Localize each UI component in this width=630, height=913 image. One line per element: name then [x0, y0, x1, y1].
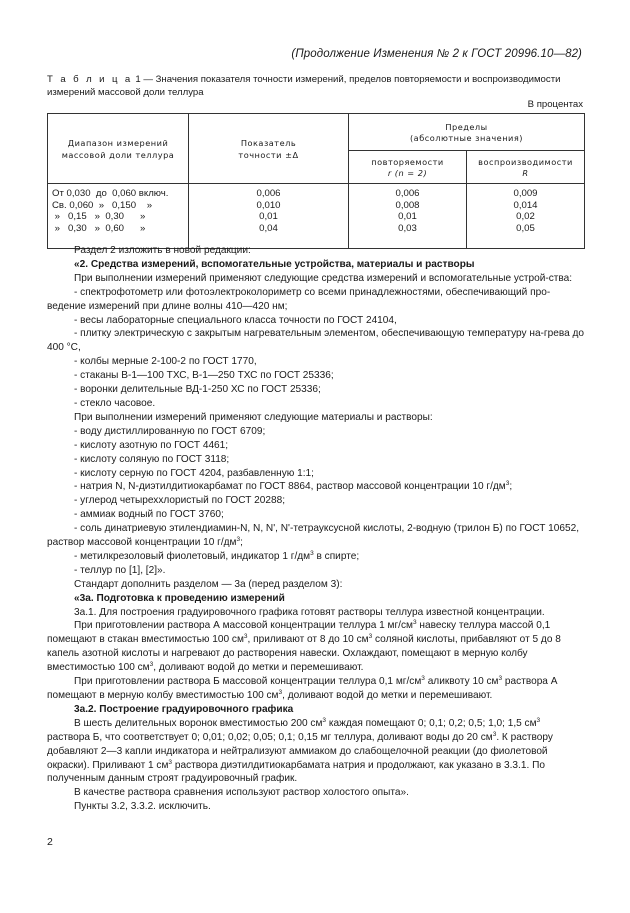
text-run: При приготовлении раствора А массовой концентрации теллура 1 мг/см — [74, 620, 413, 632]
paragraph — [47, 717, 584, 787]
table-row — [48, 184, 585, 249]
range-cell: От 0,030 до 0,060 включ. — [52, 188, 169, 199]
superscript: 3 — [168, 758, 173, 766]
text-run: раствора диэтилдитиокарбамата натрия и продолжают, как указано в 3.3.1. По полученным данным строят градуировочный график. — [47, 759, 545, 785]
text-run: в спирте; — [313, 550, 360, 562]
list-item: - воронки делительные ВД-1-250 ХС по ГОСТ 25336; — [74, 384, 321, 396]
superscript: 3 — [322, 716, 327, 724]
text-run: - соль динатриевую этилендиамин-N, N, N', N'-тетрауксусной кислоты, 2-водную (трилон Б) по ГОСТ 10652, раствор массовой концентрации 10 г/дм — [47, 523, 580, 549]
text-run: , доливают водой до метки и перемешивают. — [282, 690, 493, 701]
header-accuracy-line2: точности ±Δ — [238, 149, 299, 160]
paragraph: При выполнении измерений применяют следующие материалы и растворы: — [74, 411, 433, 423]
reproducibility-cell: 0,05 — [516, 222, 535, 234]
accuracy-cell: 0,010 — [256, 199, 281, 211]
text-run: каждая помещают 0; 0,1; 0,2; 0,5; 1,0; 1,5 см — [326, 717, 537, 729]
text-run: соляной кислоты, прибавляют от 5 до 8 капель азотной кислоты и нагревают до растворения навески. Охлаждают, помещают в мерную колбу вместимостью 100 см — [47, 634, 561, 674]
header-limits-line1: Пределы — [445, 121, 488, 132]
range-column — [48, 184, 189, 249]
text-run: ; — [240, 537, 243, 549]
list-item: - весы лабораторные специального класса точности по ГОСТ 24104, — [74, 314, 397, 326]
paragraph: Стандарт дополнить разделом — 3а (перед разделом 3): — [74, 578, 343, 590]
header-range — [48, 114, 189, 184]
list-item: - воду дистиллированную по ГОСТ 6709; — [74, 425, 266, 437]
header-repeatability — [349, 151, 467, 184]
superscript: 3 — [412, 619, 417, 627]
range-cell: » 0,30 » 0,60 » — [52, 222, 146, 234]
superscript: 3 — [368, 633, 373, 641]
accuracy-cell: 0,04 — [259, 222, 278, 234]
header-limits-line2: (абсолютные значения) — [409, 133, 524, 143]
header-repeatability-line1: повторяемости — [371, 156, 444, 167]
table-units: В процентах — [527, 99, 583, 110]
list-item — [47, 550, 584, 564]
list-item — [47, 522, 584, 550]
list-item: - стекло часовое. — [74, 397, 156, 409]
list-item: - кислоту серную по ГОСТ 4204, разбавленную 1:1; — [74, 467, 314, 479]
list-item: - углерод четыреххлористый по ГОСТ 20288; — [74, 495, 286, 507]
header-accuracy — [189, 114, 349, 184]
header-reproducibility — [467, 151, 585, 184]
document-body — [47, 244, 584, 814]
superscript: 3 — [278, 689, 283, 696]
list-item: - плитку электрическую с закрытым нагревательным элементом, обеспечивающую температуру на-грева до 400 °С, — [47, 328, 584, 354]
text-run: - натрия N, N-диэтилдитиокарбамат по ГОСТ 8864, раствор массовой концентрации 10 г/дм — [74, 481, 506, 493]
range-cell: » 0,15 » 0,30 » — [52, 211, 146, 222]
paragraph: 3а.1. Для построения градуировочного графика готовят растворы теллура известной концентрации. — [74, 606, 545, 618]
text-run: , приливают от 8 до 10 см — [247, 634, 369, 646]
table-caption-word: Т а б л и ц а — [47, 74, 133, 85]
accuracy-column — [189, 184, 349, 249]
header-range-text: Диапазон измерений массовой доли теллура — [61, 137, 175, 160]
superscript: 3 — [236, 536, 241, 544]
text-run: аликвоту 10 см — [424, 676, 499, 688]
text-run: . К раствору добавляют 2—3 капли индикатора и нейтрализуют аммиаком до слабощелочной реакции (до фиолетовой окраски). Приливают 1 см — [47, 731, 553, 771]
paragraph: Пункты 3.2, 3.3.2. исключить. — [74, 801, 211, 813]
superscript: 3 — [505, 480, 510, 488]
accuracy-table — [47, 113, 585, 249]
table-caption-text: — Значения показателя точности измерений, пределов повторяемости и воспроизводимости измерений массовой доли теллура — [47, 74, 561, 98]
section-heading: «2. Средства измерений, вспомогательные устройства, материалы и растворы — [74, 258, 475, 270]
list-item: - кислоту азотную по ГОСТ 4461; — [74, 439, 229, 451]
paragraph: Раздел 2 изложить в новой редакции: — [74, 245, 251, 256]
subsection-heading: 3а.2. Построение градуировочного графика — [74, 703, 294, 715]
list-item — [47, 480, 584, 494]
repeatability-cell: 0,008 — [395, 199, 420, 211]
list-item: - кислоту соляную по ГОСТ 3118; — [74, 453, 230, 465]
accuracy-cell: 0,006 — [256, 188, 281, 199]
header-reproducibility-line2: R — [522, 168, 529, 178]
accuracy-cell: 0,01 — [259, 211, 278, 222]
list-item: - колбы мерные 2-100-2 по ГОСТ 1770, — [74, 356, 257, 368]
repeatability-cell: 0,03 — [398, 222, 417, 234]
list-item: - аммиак водный по ГОСТ 3760; — [74, 509, 224, 521]
list-item: - теллур по [1], [2]». — [74, 564, 166, 576]
paragraph — [47, 675, 584, 703]
header-accuracy-line1: Показатель — [240, 138, 297, 148]
superscript: 3 — [243, 633, 248, 641]
text-run: раствора Б, что соответствует 0; 0,01; 0,02; 0,05; 0,1; 0,15 мг теллура, доливают воды до 20 см — [47, 731, 493, 743]
text-run: В шесть делительных воронок вместимостью 200 см — [74, 717, 323, 729]
header-repeatability-line2: r (n = 2) — [387, 168, 428, 178]
superscript: 3 — [536, 716, 541, 724]
table-caption — [47, 73, 584, 99]
header-reproducibility-line1: воспроизводимости — [478, 156, 573, 167]
superscript: 3 — [498, 675, 503, 683]
repeatability-cell: 0,006 — [395, 188, 420, 199]
page-number: 2 — [47, 836, 53, 848]
superscript: 3 — [310, 549, 314, 557]
superscript: 3 — [149, 661, 154, 669]
header-limits — [349, 114, 585, 151]
text-run: - метилкрезоловый фиолетовый, индикатор 1 г/дм — [74, 550, 311, 562]
reproducibility-column — [467, 184, 585, 249]
text-run: ; — [509, 481, 513, 493]
superscript: 3 — [421, 675, 425, 683]
table-caption-number: 1 — [135, 74, 141, 85]
text-run: раствора А помещают в мерную колбу вместимостью 100 см — [47, 676, 558, 701]
continuation-header: (Продолжение Изменения № 2 к ГОСТ 20996.10—82) — [291, 48, 582, 60]
paragraph: В качестве раствора сравнения используют раствор холостого опыта». — [74, 787, 409, 799]
list-item: - стаканы В-1—100 ТХС, В-1—250 ТХС по ГОСТ 25336; — [74, 370, 334, 382]
repeatability-cell: 0,01 — [398, 211, 417, 222]
text-run: навеску теллура массой 0,1 помещают в стакан вместимостью 100 см — [47, 620, 551, 646]
paragraph — [47, 619, 584, 675]
repeatability-column — [349, 184, 467, 249]
range-cell: Св. 0,060 » 0,150 » — [52, 199, 153, 211]
paragraph: При выполнении измерений применяют следующие средства измерений и вспомогательные устрой-ства: — [74, 272, 573, 284]
reproducibility-cell: 0,02 — [516, 211, 535, 222]
superscript: 3 — [492, 730, 497, 738]
reproducibility-cell: 0,009 — [513, 188, 538, 199]
section-heading: «3а. Подготовка к проведению измерений — [74, 592, 285, 604]
list-item: - спектрофотометр или фотоэлектроколориметр со всеми принадлежностями, обеспечивающий про-ведение измерений при длине волны 410—420 нм; — [47, 286, 551, 312]
text-run: При приготовлении раствора Б массовой концентрации теллура 0,1 мг/см — [74, 676, 422, 688]
reproducibility-cell: 0,014 — [513, 199, 538, 211]
text-run: , доливают водой до метки и перемешивают. — [153, 662, 364, 674]
